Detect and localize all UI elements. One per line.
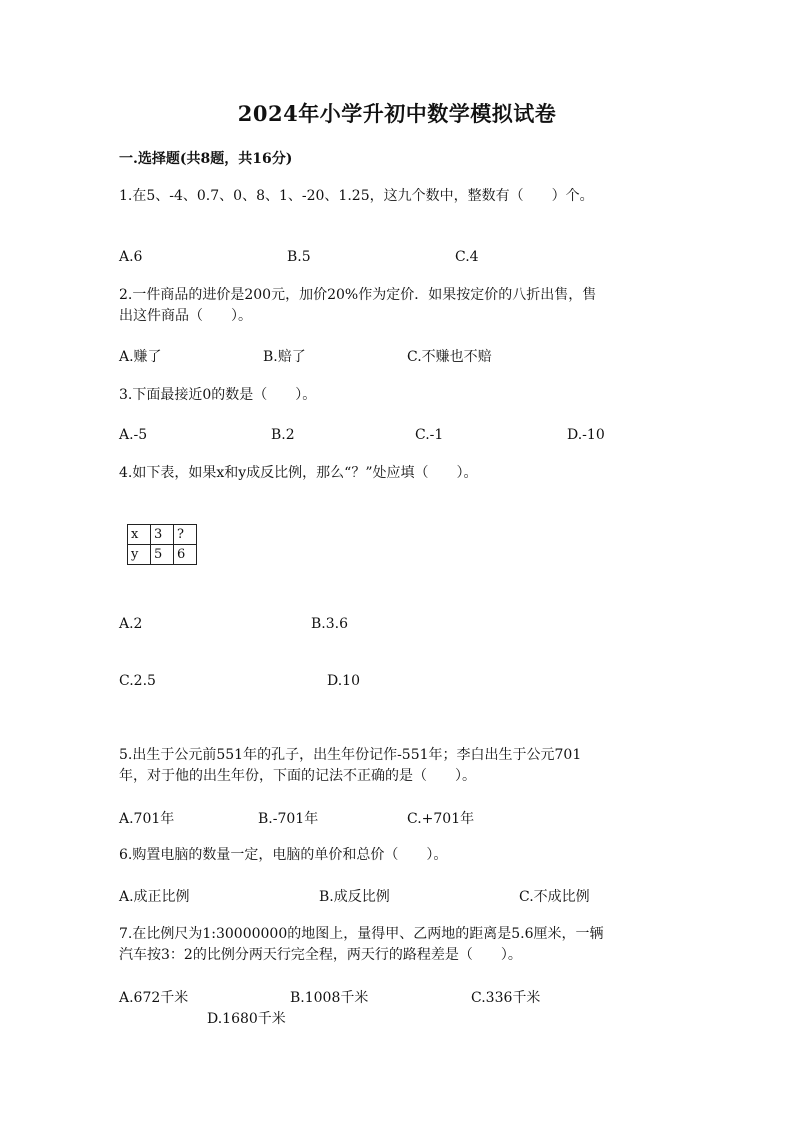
question-5-option-a[interactable]: A.701年: [119, 811, 175, 827]
question-3-option-b[interactable]: B.2: [271, 427, 295, 443]
table-cell: 5: [151, 545, 174, 565]
xy-table: [127, 524, 197, 565]
question-6-option-a[interactable]: A.成正比例: [119, 889, 190, 905]
question-6-option-b[interactable]: B.成反比例: [319, 889, 390, 905]
table-cell: y: [128, 545, 151, 565]
question-3-option-a[interactable]: A.-5: [119, 427, 148, 443]
question-4-option-c[interactable]: C.2.5: [119, 673, 156, 689]
question-1-option-b[interactable]: B.5: [287, 249, 311, 265]
question-5-text-line-1: 5.出生于公元前551年的孔子，出生年份记作-551年；李白出生于公元701: [119, 747, 582, 763]
question-1-option-c[interactable]: C.4: [455, 249, 479, 265]
question-2-option-c[interactable]: C.不赚也不赔: [407, 349, 492, 365]
question-5-text-line-2: 年，对于他的出生年份，下面的记法不正确的是（ ）。: [119, 768, 476, 784]
question-4-option-a[interactable]: A.2: [119, 616, 143, 632]
section-heading: 一.选择题(共8题，共16分): [119, 151, 293, 167]
table-row: [128, 525, 197, 545]
question-7-option-d[interactable]: D.1680千米: [207, 1011, 286, 1027]
question-2-text-line-2: 出这件商品（ ）。: [119, 308, 252, 324]
question-3-option-d[interactable]: D.-10: [567, 427, 605, 443]
question-1-text: 1.在5、-4、0.7、0、8、1、-20、1.25，这九个数中，整数有（ ）个。: [119, 188, 594, 204]
question-7-option-c[interactable]: C.336千米: [471, 990, 541, 1006]
question-2-option-b[interactable]: B.赔了: [263, 349, 306, 365]
question-6-option-c[interactable]: C.不成比例: [519, 889, 590, 905]
question-5-option-c[interactable]: C.+701年: [407, 811, 475, 827]
page-title: 2024年小学升初中数学模拟试卷: [237, 101, 557, 126]
table-cell: 6: [174, 545, 197, 565]
question-7-option-a[interactable]: A.672千米: [119, 990, 189, 1006]
question-3-option-c[interactable]: C.-1: [415, 427, 444, 443]
question-5-option-b[interactable]: B.-701年: [258, 811, 319, 827]
question-6-text: 6.购置电脑的数量一定，电脑的单价和总价（ ）。: [119, 847, 448, 863]
question-3-text: 3.下面最接近0的数是（ ）。: [119, 387, 317, 403]
question-7-text-line-2: 汽车按3：2的比例分两天行完全程，两天行的路程差是（ ）。: [119, 947, 522, 963]
table-cell: ?: [174, 525, 197, 545]
question-4-text: 4.如下表，如果x和y成反比例，那么“？”处应填（ ）。: [119, 465, 478, 481]
question-7-option-b[interactable]: B.1008千米: [290, 990, 369, 1006]
question-2-option-a[interactable]: A.赚了: [119, 349, 162, 365]
question-4-option-b[interactable]: B.3.6: [311, 616, 349, 632]
question-2-text-line-1: 2.一件商品的进价是200元，加价20%作为定价．如果按定价的八折出售，售: [119, 287, 597, 303]
question-4-option-d[interactable]: D.10: [327, 673, 360, 689]
table-row: [128, 545, 197, 565]
table-cell: x: [128, 525, 151, 545]
table-cell: 3: [151, 525, 174, 545]
question-7-text-line-1: 7.在比例尺为1:30000000的地图上，量得甲、乙两地的距离是5.6厘米，一辆: [119, 926, 604, 942]
question-1-option-a[interactable]: A.6: [119, 249, 143, 265]
